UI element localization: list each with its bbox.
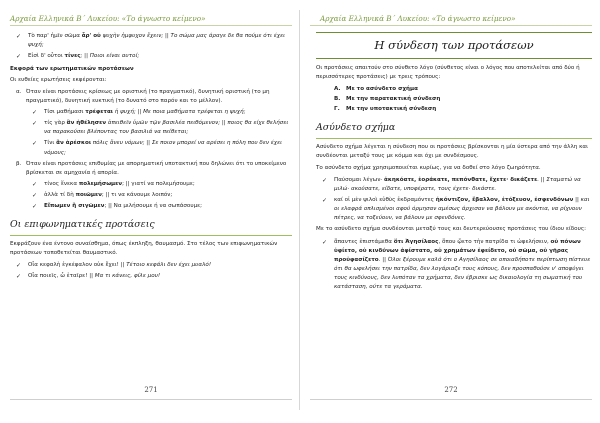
item-bold: τίνες (64, 53, 81, 60)
item-bold: τρέφεται (85, 109, 113, 116)
checkmark-icon: ✓ (32, 140, 38, 148)
item-rest: ψυχὴν ἠμψυχον ἔχειν; || Το σώμα μας άραγε δε θα πούμε ότι έχει ψυχή; (28, 33, 285, 49)
list-item (10, 202, 292, 211)
list-item (10, 32, 292, 50)
item-translation: Τέτοιο κεφάλι δεν έχει μυαλό! (126, 262, 212, 269)
alpha-case (10, 88, 292, 106)
section-title: Ασύνδετο σχήμα (316, 121, 396, 133)
checkmark-icon: ✓ (322, 238, 328, 246)
item-bold: ἀκηκόατε, ἑοράκατε, πεπόνθατε, ἔχετε· δικάζετε (384, 177, 538, 184)
case-marker: α. (16, 89, 22, 96)
item-pre: Οἷα κεφαλὴ ἐγκέφαλον οὐκ ἔχει! || (28, 262, 127, 269)
chapter-title-box (316, 32, 592, 59)
right-page (310, 10, 592, 410)
item-post: ἀπειθεῖν ὑμῶν τῷν βασιλέα πειθόμενον; || ποιος θα είχε θελήσει να παρακούσει βλέποντας τον βασιλιά να πείθεται; (44, 120, 289, 136)
paragraph: Οι ευθείες ερωτήσεις εκφέρονται: (10, 77, 107, 84)
item-post: . || Σταματώ να μιλώ· ακούσατε, είδατε, υποφέρατε, τους έχετε· δικάστε. (334, 177, 581, 193)
item-pre: Τίνι (44, 140, 57, 147)
type-label: Με την παρατακτική σύνδεση (346, 95, 441, 102)
section-divider (316, 138, 592, 139)
item-post: ; || Να μιλήσουμε ή να σωπάσουμε; (104, 202, 203, 209)
item-pre: Τίσι μαθήμασι (44, 109, 86, 116)
item-bold: ποιῶμεν (75, 191, 102, 198)
item-pre: τίς γὰρ (44, 120, 67, 127)
case-text: Όταν είναι προτάσεις επιθυμίας με απορηματική υποτακτική που δηλώνει ότι το υποκείμενο βρίσκεται σε αμηχανία ή απορία. (26, 160, 287, 176)
checkmark-icon: ✓ (32, 180, 38, 188)
checkmark-icon: ✓ (16, 53, 22, 61)
checkmark-icon: ✓ (16, 273, 22, 281)
item-post: ; || τι να κάνουμε λοιπόν; (101, 191, 173, 198)
page-number: 272 (444, 386, 458, 394)
list-item (10, 180, 292, 189)
list-item (316, 176, 592, 194)
chapter-title: Η σύνδεση των προτάσεων (374, 38, 534, 52)
checkmark-icon: ✓ (322, 177, 328, 185)
item-post: ἡ ψυχή; || Με ποια μαθήματα τρέφεται η ψυχή; (112, 109, 246, 116)
checkmark-icon: ✓ (322, 197, 328, 205)
item-post: πόλις ἄνευ νόμων; || Σε ποιον μπορεί να αρέσει η πόλη που δεν έχει νόμους; (44, 140, 283, 156)
checkmark-icon: ✓ (16, 33, 22, 40)
item-bold: ἂν ἠθέλησεν (66, 120, 106, 127)
type-item (316, 95, 592, 104)
checkmark-icon: ✓ (32, 120, 38, 128)
running-header-right: Αρχαία Ελληνικά Β΄ Λυκείου: «Το άγνωστο κείμενο» (320, 14, 516, 23)
checkmark-icon: ✓ (16, 262, 22, 270)
page-number: 271 (144, 386, 158, 394)
item-post: , ὅπου ᾤετο τὴν πατρίδα τι ὠφελήσειν, (438, 238, 551, 245)
item-rest: ; || Ποιοι είναι αυτοί; (80, 53, 140, 60)
section-title: Οι επιφωνηματικές προτάσεις (10, 218, 155, 230)
item-pre: τίνος ἕνεκα (44, 180, 79, 187)
item-post: || και οι ελαφρά οπλισμένοι αφού όρμησαν αμέσως άρχισαν να βάλουν με ακόντια, να ρίχνουν πέτρες, να τοξεύουν, να βάλουν με σφενδόνες. (334, 197, 590, 222)
footer-divider (310, 399, 592, 400)
list-item (10, 52, 292, 61)
list-item (10, 191, 292, 200)
item-pre: Οἷα ποιεῖς, ὦ ἑταῖρε! || (28, 273, 95, 280)
right-page-content (316, 32, 592, 294)
header-divider (10, 25, 292, 26)
item-translation: Μα τι κάνεις, φίλε μου! (94, 273, 161, 280)
paragraph: Το ασύνδετο σχήμα χρησιμοποιείται κυρίως, για να δοθεί στο λόγο ζωηρότητα. (316, 165, 541, 172)
case-text: Όταν είναι προτάσεις κρίσεως με οριστική (το πραγματικό), δυνητική οριστική (το μη πραγματικό), δυνητική ευκτική (το δυνατό στο παρόν και το μέλλον). (26, 89, 270, 105)
item-greek: Εἰσὶ δ' οὗτοι (28, 53, 65, 60)
item-bold-2: οὐ πόνων ὑφίετο, οὐ κινδύνων ἀφίστατο, οὐ χρημάτων ἐφείδετο, οὐ σῶμα, οὐ γῆρας προὐφασίζετο (334, 238, 581, 263)
list-item (10, 108, 292, 117)
item-pre: ἀλλὰ τί δὴ (44, 191, 76, 198)
item-bold: ἠκόντιζον, ἔβαλλον, ἐτόξευον, ἐσφενδόνων (435, 197, 574, 204)
subheading: Εκφορά των ερωτηματικών προτάσεων (10, 66, 134, 73)
item-bold: ἆρ' οὐ (81, 33, 101, 39)
item-pre: ἅπαντες ἐπιστάμεθα (334, 238, 394, 245)
type-letter: Α. (334, 85, 341, 92)
connection-types-list (316, 85, 592, 114)
type-letter: Γ. (334, 105, 340, 112)
checkmark-icon: ✓ (32, 202, 38, 210)
list-item (316, 238, 592, 292)
item-translation: . || Όλοι ξέρουμε καλά ότι ο Αγησίλαος σε οποιαδήποτε περίπτωση πίστευε ότι θα ωφελήσει την πατρίδα, δεν λογάριαζε τους κόπους, δεν προσπαθούσε ν' αποφύγει τους κινδύνους, δεν λυπόταν τα χρήματα, δεν έβρισκε ως δικαιολογία τη σωματική του κατάσταση, ούτε τα γεράματα. (334, 256, 591, 290)
header-divider (310, 25, 592, 26)
item-pre: καί οἱ μὲν ψιλοὶ εὐθὺς ἐκδραμόντες (334, 197, 436, 204)
case-marker: β. (16, 160, 22, 167)
checkmark-icon: ✓ (32, 109, 38, 117)
list-item (316, 196, 592, 223)
checkmark-icon: ✓ (32, 191, 38, 199)
type-item (316, 85, 592, 94)
section-divider (10, 235, 292, 236)
list-item (10, 272, 292, 281)
item-bold: πολεμήσωμεν (78, 180, 123, 187)
type-item (316, 105, 592, 114)
paragraph: Ασύνδετο σχήμα λέγεται η σύνδεση που οι προτάσεις βρίσκονται η μία ύστερα από την άλλη και συνδέονται μεταξύ τους με κόμμα και όχι με συνδέσμους. (316, 144, 588, 160)
left-page (10, 10, 292, 410)
item-bold: ὅτι Ἀγησίλαος (393, 238, 439, 245)
paragraph: Εκφράζουν ένα έντονο συναίσθημα, όπως έκπληξη, θαυμασμό. Στο τέλος των επιφωνηματικών προτάσεων τοποθετείται θαυμαστικό. (10, 241, 278, 257)
type-label: Με το ασύνδετο σχήμα (346, 85, 418, 92)
paragraph: Με το ασύνδετο σχήμα συνδέονται μεταξύ τους και δευτερεύουσες προτάσεις του ίδιου είδους: (316, 226, 586, 233)
list-item (10, 261, 292, 270)
item-pre: Παύσομαι λέγων· (334, 177, 385, 184)
type-letter: Β. (334, 95, 341, 102)
item-greek: Τὸ παρ' ἡμῖν σῶμα (28, 33, 82, 39)
list-item (10, 119, 292, 137)
gutter-divider (299, 10, 300, 410)
item-post: ; || γιατί να πολεμήσουμε; (122, 180, 195, 187)
running-header-left: Αρχαία Ελληνικά Β΄ Λυκείου: «Το άγνωστο κείμενο» (10, 14, 206, 23)
footer-divider (10, 399, 292, 400)
item-bold: Εἴπωμεν ἢ σιγῶμεν (44, 202, 105, 209)
beta-case (10, 160, 292, 178)
list-item (10, 139, 292, 157)
left-page-content (10, 32, 292, 283)
paragraph: Οι προτάσεις απαιτούν στο σύνθετο λόγο (σύνθετος είναι ο λόγος που αποτελείται από δύο ή περισσότερες προτάσεις) με τρεις τρόπους: (316, 64, 580, 80)
item-bold: ἂν ἀρέσκοι (56, 140, 92, 147)
type-label: Με την υποτακτική σύνδεση (346, 105, 437, 112)
